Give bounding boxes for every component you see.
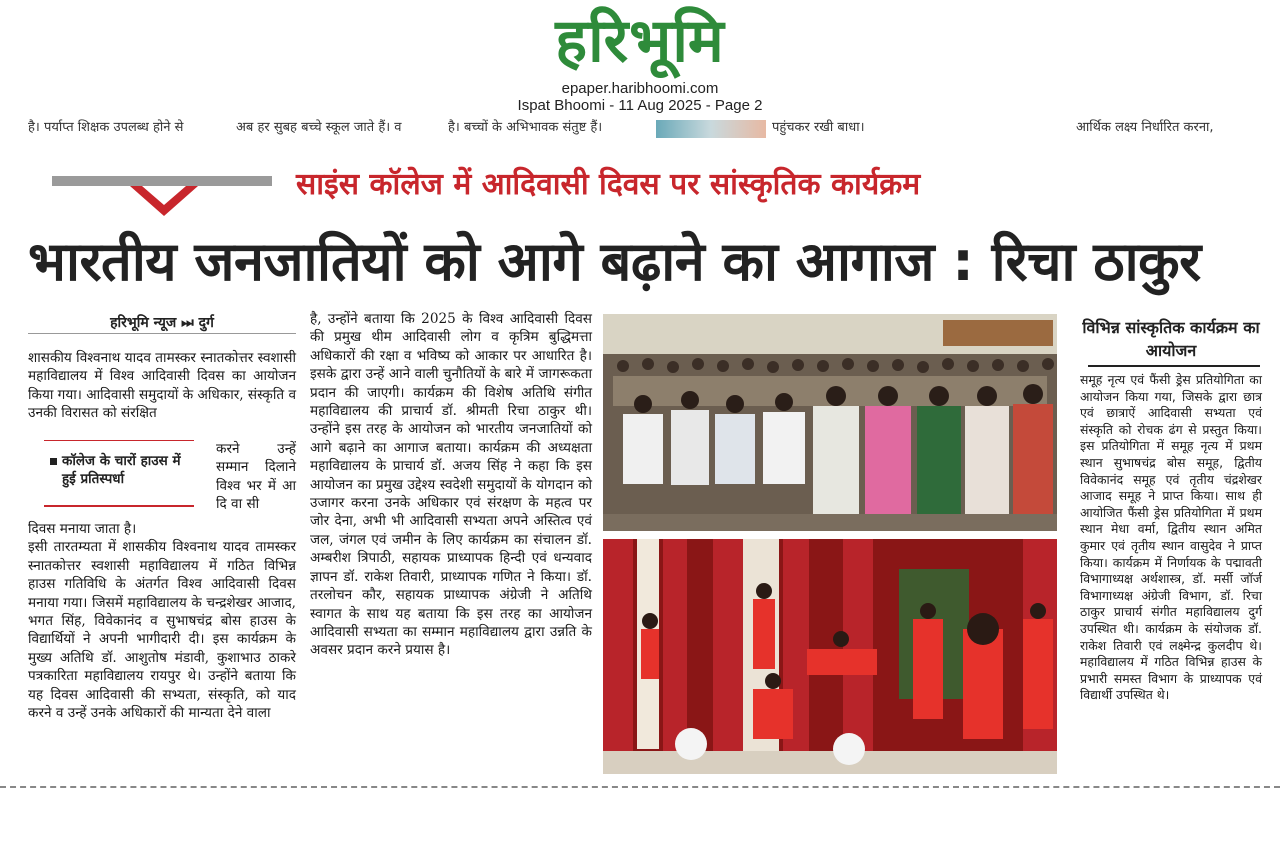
sidebar-title: विभिन्न सांस्कृतिक कार्यक्रम का आयोजन xyxy=(1082,318,1260,360)
previous-article-snippet: पहुंचकर रखी बाधा। xyxy=(772,120,865,135)
dance-performance-photo xyxy=(603,539,1057,774)
sidebar-body: समूह नृत्य एवं फैंसी ड्रेस प्रतियोगिता का आयोजन किया गया, जिसके द्वारा छात्र एवं छात्राऐं आदिवासी सभ्यता एवं संस्कृति को रोचक ढंग से प्रस्तुत किया। इस प्रतियोगिता में समूह नृत्य में प्रथम स्थान सुभाषचंद्र बोस समूह, द्वितीय विवेकानंद समूह एवं तृतीय चंद्रशेखर आजाद समूह ने प्राप्त किया। साथ ही आयोजित फैंसी ड्रेस प्रतियोगिता में प्रथम स्थान मेधा वर्मा, द्वितीय स्थान अमित कुमार एवं तृतीय स्थान वासुदेव ने प्राप्त किया। कार्यक्रम में निर्णायक के पद्मावती विभागाध्यक्ष अर्थशास्त्र, डॉ. मर्सी जॉर्ज विभागाध्यक्ष अंग्रेजी विभाग, डॉ. रिचा ठाकुर प्राचार्य संगीत महाविद्यालय दुर्ग उपस्थित थी। कार्यक्रम के संयोजक डॉ. राकेश तिवारी एवं लक्ष्मेन्द्र कुलदीप थे। महाविद्यालय में गठित विभिन्न हाउस के प्रभारी समस्त विभाग के प्राध्यापक एवं विद्यार्थी उपस्थित थे। xyxy=(1080,372,1262,703)
article-body-col2: है, उन्होंने बताया कि 2025 के विश्व आदिवासी दिवस की प्रमुख थीम आदिवासी लोग व कृत्रिम बुद्धिमत्ता अधिकारों की रक्षा व भविष्य को आकार पर आधारित है। इसके द्वारा उन्हें आने वाली चुनौतियों के बारे में जागरूकता प्रदान की जाएगी। कार्यक्रम की विशेष अतिथि संगीत महाविद्यालय की प्राचार्य डॉ. श्रीमती रिचा ठाकुर थी। उन्होंने इस तरह के आयोजन को भारतीय जनजातियों को आगे बढ़ाने का आगाज बताया। कार्यक्रम की अध्यक्षता महाविद्यालय के प्राचार्य डॉ. अजय सिंह ने कहा कि इस आयोजन का प्रमुख उद्देश्य स्वदेशी समुदायों के योगदान को उजागर करना उनके अधिकार एवं संरक्षण के महत्व पर जोर देना, अभी भी आदिवासी सभ्यता अपने अस्तित्व एवं जल, जंगल एवं जमीन के लिए कार्यक्रम का संचालन डॉ. अम्बरीश त्रिपाठी, सहायक प्राध्यापक हिन्दी एवं धन्यवाद ज्ञापन डॉ. राकेश तिवारी, प्राध्यापक गणित ने किया। डॉ. तरलोचन कौर, सहायक प्राध्यापक अंग्रेजी ने अतिथि स्वागत के साथ यह बताया कि इस तरह का आयोजन आदिवासी सभ्यता का सम्मान महाविद्यालय द्वारा उन्नति के अवसर प्रदान करने प्रयास है। xyxy=(310,311,592,659)
previous-article-snippet: है। पर्याप्त शिक्षक उपलब्ध होने से xyxy=(28,120,184,135)
previous-article-snippet: है। बच्चों के अभिभावक संतुष्ट हैं। xyxy=(448,120,603,135)
article-headline: भारतीय जनजातियों को आगे बढ़ाने का आगाज : रिचा ठाकुर xyxy=(28,230,1201,293)
article-body-col1-bottom: दिवस मनाया जाता है। इसी तारतम्यता में शासकीय विश्वनाथ यादव तामस्कर स्नातकोत्तर स्वशासी महाविद्यालय में गठित विभिन्न हाउस गतिविधि के अंतर्गत विश्व आदिवासी दिवस मनाया गया। जिसमें महाविद्यालय के चन्द्रशेखर आजाद, भगत सिंह, विवेकानंद व सुभाषचंद्र बोस हाउस के विद्यार्थियों ने अपनी भागीदारी दी। इस कार्यक्रम के मुख्य अतिथि डॉ. आशुतोष मंडावी, कुशाभाउ ठाकरे पत्रकारिता महाविद्यालय रायपुर थे। उन्होंने बताया कि यह दिवस आदिवासी की सभ्यता, संस्कृति, को याद करने व उन्हें उनके अधिकारों की मान्यता देने वाला xyxy=(28,521,296,722)
newspaper-logo: हरिभूमि xyxy=(555,6,725,76)
audience-photo xyxy=(603,314,1057,531)
previous-article-snippet: अब हर सुबह बच्चे स्कूल जाते हैं। व xyxy=(236,120,402,135)
audience-photo-art xyxy=(603,314,1057,531)
kicker-decor-bar xyxy=(52,176,272,186)
article-kicker: साइंस कॉलेज में आदिवासी दिवस पर सांस्कृतिक कार्यक्रम xyxy=(296,167,921,202)
byline-divider xyxy=(28,333,296,334)
box-rule xyxy=(44,505,194,507)
sidebar-title-underline xyxy=(1088,365,1260,367)
article-body-col1-top: शासकीय विश्वनाथ यादव तामस्कर स्नातकोत्तर स्वशासी महाविद्यालय में विश्व आदिवासी दिवस का आयोजन किया गया। आदिवासी समुदायों के अधिकार, संस्कृति व उनकी विरासत को संरक्षित xyxy=(28,350,296,422)
page-footer-divider xyxy=(0,786,1280,788)
previous-article-snippet: आर्थिक लक्ष्य निर्धारित करना, xyxy=(1076,120,1214,135)
chevron-inner xyxy=(142,186,186,205)
subhead-box: कॉलेज के चारों हाउस में हुई प्रतिस्पर्धा xyxy=(62,453,181,487)
edition-line: Ispat Bhoomi - 11 Aug 2025 - Page 2 xyxy=(517,97,763,114)
dance-photo-art xyxy=(603,539,1057,774)
box-rule xyxy=(44,440,194,441)
site-url[interactable]: epaper.haribhoomi.com xyxy=(561,80,719,97)
article-body-col1-side: करने उन्हें सम्मान दिलाने विश्व भर में आ दि वा सी xyxy=(216,441,296,513)
previous-article-photo xyxy=(656,120,766,138)
byline: हरिभूमि न्यूज ⏭ दुर्ग xyxy=(110,315,214,331)
